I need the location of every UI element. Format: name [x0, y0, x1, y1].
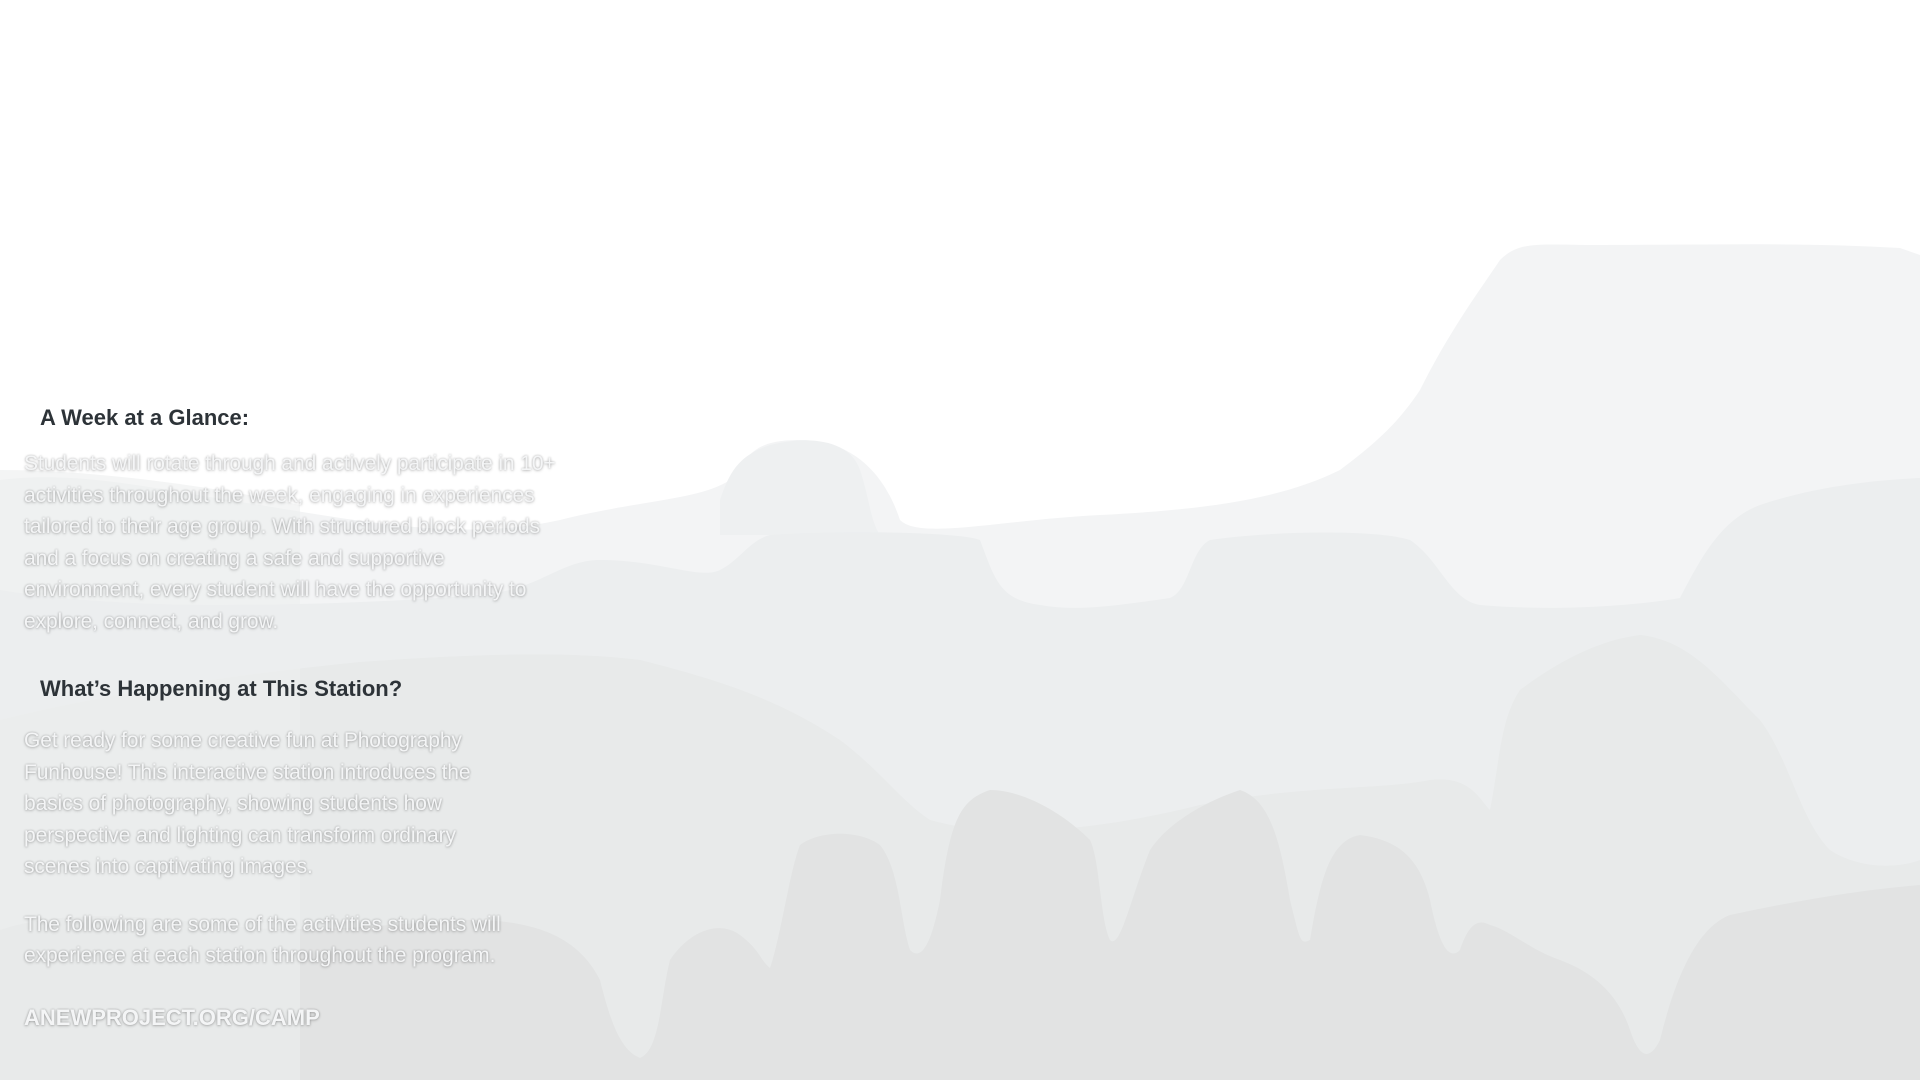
station-heading: What’s Happening at This Station?: [40, 676, 403, 701]
text-column: [24, 400, 564, 1034]
station-description-text: Get ready for some creative fun at Photography Funhouse! This interactive station introduces the basics of photography, showing students how perspective and lighting can transform ordinary scenes into captivating images.: [24, 729, 471, 878]
backdrop-spire: [720, 440, 880, 535]
camp-url: ANEWPROJECT.ORG/CAMP: [24, 1004, 320, 1030]
week-at-a-glance-heading: A Week at a Glance:: [40, 405, 250, 430]
station-followup-text: The following are some of the activities students will experience at each station throughout the program.: [24, 912, 501, 967]
week-at-a-glance-text: Students will rotate through and actively participate in 10+ activities throughout the week, engaging in experiences tailored to their age group. With structured block periods and a focus on creating a safe and supportive environment, every student will have the opportunity to explore, connect, and grow.: [24, 452, 556, 633]
